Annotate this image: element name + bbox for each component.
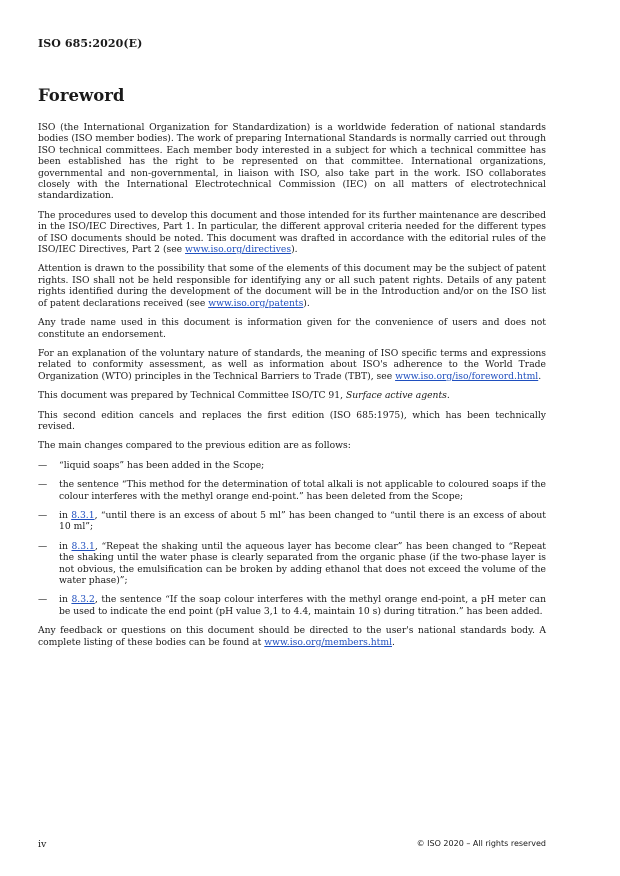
foreword-link[interactable]: www.iso.org/iso/foreword.html <box>395 370 539 382</box>
patents-link[interactable]: www.iso.org/patents <box>208 297 304 309</box>
clause-8-3-1-link[interactable]: 8.3.1 <box>71 540 95 552</box>
paragraph-text-end: ). <box>303 297 310 309</box>
paragraph-procedures <box>38 210 546 256</box>
paragraph-committee <box>38 390 546 401</box>
document-id: ISO 685:2020(E) <box>38 37 143 50</box>
list-item <box>38 460 546 471</box>
list-item <box>38 510 546 533</box>
item-body: , “until there is an excess of about 5 ml” has been changed to “until there is an excess of about 10 ml”; <box>59 509 546 533</box>
item-body: , the sentence “If the soap colour interferes with the methyl orange end-point, a pH meter can be used to indicate the end point (pH value 3,1 to 4.4, maintain 10 s) during titration.” has been added. <box>59 594 546 617</box>
paragraph-patents <box>38 263 546 309</box>
changes-list <box>38 460 546 617</box>
paragraph-edition: This second edition cancels and replaces the first edition (ISO 685:1975), which has been technically revised. <box>38 409 546 432</box>
dash-bullet: — <box>38 540 48 552</box>
paragraph-text: Attention is drawn to the possibility that some of the elements of this document may be the subject of patent rights. ISO shall not be held responsible for identifying any or all such patent rights. Details of any patent rights identified during the development of the document will be in the Introduction and/or on the ISO list of patent declarations received (see <box>38 263 546 309</box>
paragraph-text-end: . <box>538 370 542 382</box>
list-item <box>38 479 546 502</box>
list-item-text <box>59 594 546 617</box>
dash-bullet: — <box>38 509 48 521</box>
clause-8-3-1-link[interactable]: 8.3.1 <box>71 509 95 521</box>
list-item <box>38 594 546 617</box>
item-prefix: in <box>59 509 72 521</box>
dash-bullet: — <box>38 479 48 491</box>
paragraph-text-end: . <box>446 390 450 402</box>
list-item-text: the sentence “This method for the determination of total alkali is not applicable to coloured soaps if the colour interferes with the methyl orange end-point.” has been deleted from the Scope; <box>59 479 546 502</box>
paragraph-trade-name: Any trade name used in this document is information given for the convenience of users and does not constitute an endorsement. <box>38 317 546 340</box>
foreword-body <box>38 122 546 656</box>
item-prefix: in <box>59 594 72 606</box>
dash-bullet: — <box>38 594 48 606</box>
members-link[interactable]: www.iso.org/members.html <box>264 636 393 648</box>
page-number: iv <box>38 839 47 850</box>
copyright-notice: © ISO 2020 – All rights reserved <box>416 839 546 848</box>
paragraph-text: This document was prepared by Technical Committee ISO/TC 91, <box>38 390 346 402</box>
list-item <box>38 541 546 587</box>
paragraph-text-end: . <box>392 636 395 648</box>
item-body: , “Repeat the shaking until the aqueous layer has become clear” has been changed to “Repeat the shaking until the water phase is clearly separated from the organic phase (if the two-phase layer is not obvious, the emulsification can be broken by adding ethanol that does not exceed the volume of the water phase)”; <box>59 540 546 586</box>
paragraph-text: Any feedback or questions on this document should be directed to the user's national standards body. A complete listing of these bodies can be found at <box>38 625 546 648</box>
page-title: Foreword <box>38 86 125 105</box>
paragraph-text: For an explanation of the voluntary nature of standards, the meaning of ISO specific terms and expressions related to conformity assessment, as well as information about ISO's adherence to the World Trade Organization (WTO) principles in the Technical Barriers to Trade (TBT), see <box>38 347 546 382</box>
list-item-text: “liquid soaps” has been added in the Scope; <box>59 459 265 471</box>
dash-bullet: — <box>38 459 48 471</box>
directives-link[interactable]: www.iso.org/directives <box>185 244 292 256</box>
paragraph-main-changes: The main changes compared to the previous edition are as follows: <box>38 440 351 452</box>
list-item-text <box>59 541 546 587</box>
paragraph-feedback <box>38 625 546 648</box>
paragraph-text-end: ). <box>291 244 298 256</box>
list-item-text <box>59 510 546 533</box>
committee-name: Surface active agents <box>345 390 447 402</box>
paragraph-iso-intro: ISO (the International Organization for Standardization) is a worldwide federation of national standards bodies (ISO member bodies). The work of preparing International Standards is normally carried out through ISO technical committees. Each member body interested in a subject for which a technical committee has been established has the right to be represented on that committee. International organizations, governmental and non-governmental, in liaison with ISO, also take part in the work. ISO collaborates closely with the International Electrotechnical Commission (IEC) on all matters of electrotechnical standardization. <box>38 122 546 202</box>
paragraph-text: The procedures used to develop this document and those intended for its further maintenance are described in the ISO/IEC Directives, Part 1. In particular, the different approval criteria needed for the different types of ISO documents should be noted. This document was drafted in accordance with the editorial rules of the ISO/IEC Directives, Part 2 (see <box>38 209 546 256</box>
clause-8-3-2-link[interactable]: 8.3.2 <box>71 594 95 606</box>
item-prefix: in <box>59 540 72 552</box>
paragraph-voluntary-nature <box>38 348 546 382</box>
